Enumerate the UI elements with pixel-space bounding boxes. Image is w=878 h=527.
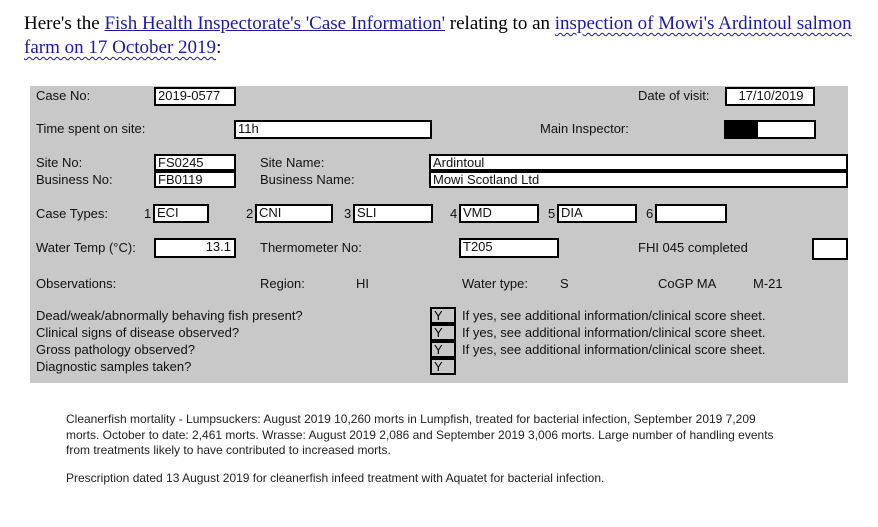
- water-type-value: S: [560, 276, 569, 291]
- region-label: Region:: [260, 276, 305, 291]
- case-type-5-field: DIA: [557, 204, 637, 223]
- region-value: HI: [356, 276, 369, 291]
- site-name-label: Site Name:: [260, 155, 325, 170]
- case-type-5-num: 5: [548, 206, 556, 221]
- date-of-visit-label: Date of visit:: [638, 88, 710, 103]
- question-2-text: Clinical signs of disease observed?: [36, 325, 240, 340]
- redacted-block: [726, 122, 758, 137]
- question-1-text: Dead/weak/abnormally behaving fish present?: [36, 308, 303, 323]
- water-temp-field: 13.1: [154, 238, 236, 258]
- water-type-label: Water type:: [462, 276, 528, 291]
- question-4-answer: Y: [430, 358, 456, 375]
- business-name-label: Business Name:: [260, 172, 355, 187]
- case-type-3-field: SLI: [353, 204, 433, 223]
- time-spent-field: 11h: [234, 120, 432, 139]
- case-type-4-field: VMD: [459, 204, 539, 223]
- thermometer-no-field: T205: [459, 238, 559, 258]
- case-information-form: [30, 86, 848, 383]
- fhi-045-field: [812, 238, 848, 260]
- question-2-answer: Y: [430, 324, 456, 341]
- site-no-label: Site No:: [36, 155, 83, 170]
- question-2-note: If yes, see additional information/clinical score sheet.: [462, 325, 766, 340]
- fhi-045-label: FHI 045 completed: [638, 240, 748, 255]
- intro-text-2: relating to an: [445, 13, 555, 34]
- case-no-label: Case No:: [36, 88, 91, 103]
- case-notes: [66, 412, 786, 498]
- intro-text-3: :: [216, 37, 222, 58]
- time-spent-label: Time spent on site:: [36, 121, 146, 136]
- site-no-field: FS0245: [154, 154, 236, 171]
- question-3-answer: Y: [430, 341, 456, 358]
- case-type-2-field: CNI: [255, 204, 333, 223]
- inspection-link[interactable]: inspection of Mowi's Ardintoul salmon farm on 17 October 2019: [24, 13, 852, 58]
- case-information-link[interactable]: Fish Health Inspectorate's 'Case Information': [104, 13, 446, 34]
- observations-label: Observations:: [36, 276, 117, 291]
- case-no-field: 2019-0577: [154, 87, 236, 106]
- site-name-field: Ardintoul: [429, 154, 848, 171]
- case-type-6-num: 6: [646, 206, 654, 221]
- question-4-text: Diagnostic samples taken?: [36, 359, 192, 374]
- water-temp-label: Water Temp (°C):: [36, 240, 136, 255]
- intro-text-1: Here's the: [24, 13, 105, 34]
- question-1-answer: Y: [430, 307, 456, 324]
- main-inspector-field: [724, 120, 816, 139]
- business-no-label: Business No:: [36, 172, 113, 187]
- cleanerfish-mortality-note: Cleanerfish mortality - Lumpsuckers: August 2019 10,260 morts in Lumpfish, treated for bacterial infection, September 2019 7,209 morts. October to date: 2,461 morts. Wrasse: August 2019 2,086 and September 2019 3,006 morts. Large number of handling events from treatments likely to have contributed to increased morts.: [66, 412, 774, 457]
- case-type-2-num: 2: [246, 206, 254, 221]
- main-inspector-label: Main Inspector:: [540, 121, 629, 136]
- business-no-field: FB0119: [154, 171, 236, 188]
- question-1-note: If yes, see additional information/clinical score sheet.: [462, 308, 766, 323]
- case-type-6-field: [655, 204, 727, 223]
- case-type-4-num: 4: [450, 206, 458, 221]
- business-name-field: Mowi Scotland Ltd: [429, 171, 848, 188]
- date-of-visit-field: 17/10/2019: [725, 87, 815, 106]
- case-type-3-num: 3: [344, 206, 352, 221]
- cogp-ma-value: M-21: [753, 276, 783, 291]
- thermometer-no-label: Thermometer No:: [260, 240, 362, 255]
- prescription-note: Prescription dated 13 August 2019 for cleanerfish infeed treatment with Aquatet for bacterial infection.: [66, 470, 605, 485]
- cogp-ma-label: CoGP MA: [658, 276, 717, 291]
- case-types-label: Case Types:: [36, 206, 109, 221]
- case-type-1-field: ECI: [153, 204, 209, 223]
- question-3-text: Gross pathology observed?: [36, 342, 195, 357]
- question-3-note: If yes, see additional information/clinical score sheet.: [462, 342, 766, 357]
- intro-paragraph: [24, 12, 864, 60]
- case-type-1-num: 1: [144, 206, 152, 221]
